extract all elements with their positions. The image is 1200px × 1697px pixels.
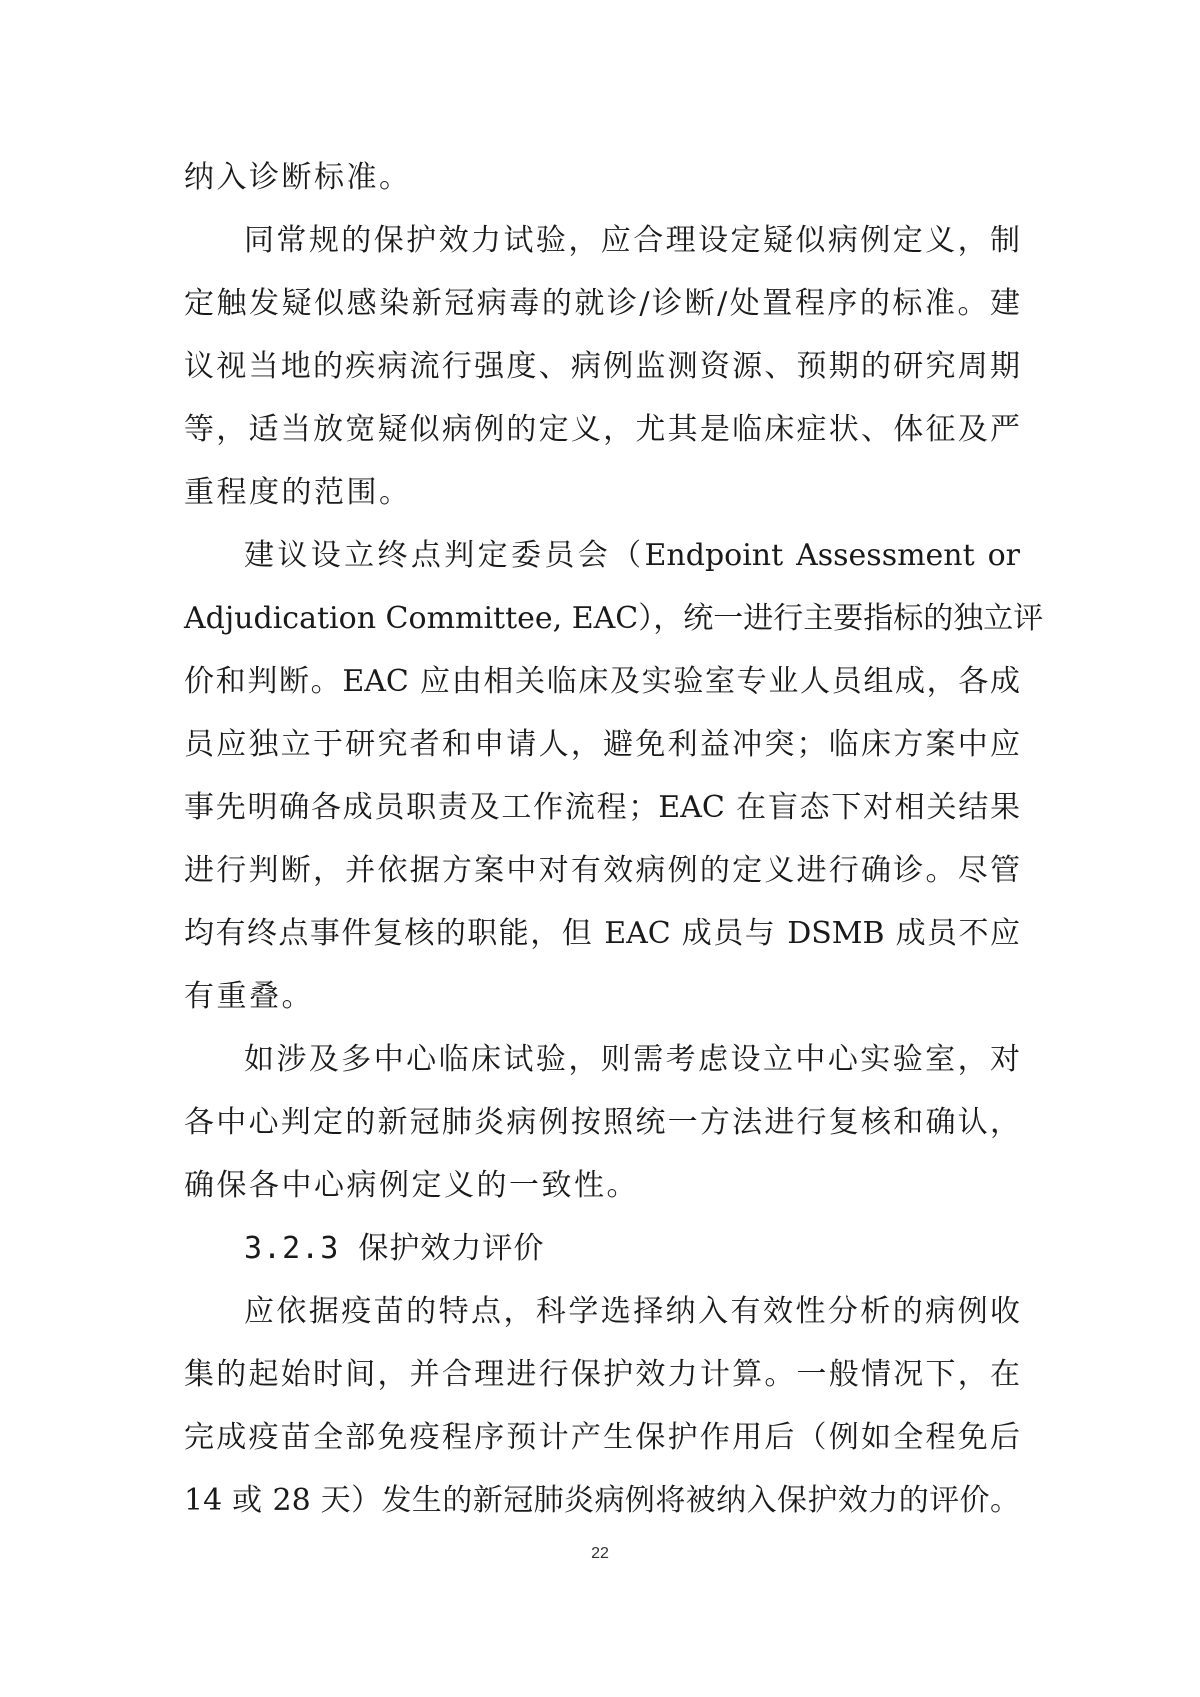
paragraph-line: 纳入诊断标准。 bbox=[184, 160, 412, 195]
paragraph-line: 等，适当放宽疑似病例的定义，尤其是临床症状、体征及严 bbox=[184, 412, 1020, 447]
paragraph-line: 均有终点事件复核的职能，但 EAC 成员与 DSMB 成员不应 bbox=[184, 916, 1020, 951]
paragraph-line: Adjudication Committee, EAC），统一进行主要指标的独立评 bbox=[184, 601, 1044, 636]
paragraph-line: 应依据疫苗的特点，科学选择纳入有效性分析的病例收 bbox=[244, 1294, 1020, 1329]
paragraph-line: 确保各中心病例定义的一致性。 bbox=[184, 1168, 639, 1203]
paragraph-line: 定触发疑似感染新冠病毒的就诊/诊断/处置程序的标准。建 bbox=[184, 286, 1020, 321]
page-number: 22 bbox=[591, 1545, 609, 1562]
paragraph-line: 价和判断。EAC 应由相关临床及实验室专业人员组成，各成 bbox=[184, 664, 1020, 699]
paragraph-line: 完成疫苗全部免疫程序预计产生保护作用后（例如全程免后 bbox=[184, 1420, 1020, 1455]
paragraph-line: 集的起始时间，并合理进行保护效力计算。一般情况下，在 bbox=[184, 1357, 1020, 1392]
body-text bbox=[184, 146, 1044, 1532]
paragraph-line: 各中心判定的新冠肺炎病例按照统一方法进行复核和确认， bbox=[184, 1105, 1020, 1140]
paragraph-line: 员应独立于研究者和申请人，避免利益冲突；临床方案中应 bbox=[184, 727, 1020, 762]
paragraph-line: 同常规的保护效力试验，应合理设定疑似病例定义，制 bbox=[244, 223, 1020, 258]
section-heading: 3.2.3 保护效力评价 bbox=[244, 1231, 545, 1266]
paragraph-line: 建议设立终点判定委员会（Endpoint Assessment or bbox=[244, 538, 1020, 573]
paragraph-line: 进行判断，并依据方案中对有效病例的定义进行确诊。尽管 bbox=[184, 853, 1020, 888]
paragraph-line: 14 或 28 天）发生的新冠肺炎病例将被纳入保护效力的评价。 bbox=[184, 1483, 1020, 1518]
paragraph-line: 如涉及多中心临床试验，则需考虑设立中心实验室，对 bbox=[244, 1042, 1020, 1077]
paragraph-line: 有重叠。 bbox=[184, 979, 314, 1014]
paragraph-line: 事先明确各成员职责及工作流程；EAC 在盲态下对相关结果 bbox=[184, 790, 1020, 825]
paragraph-line: 重程度的范围。 bbox=[184, 475, 412, 510]
paragraph-line: 议视当地的疾病流行强度、病例监测资源、预期的研究周期 bbox=[184, 349, 1020, 384]
